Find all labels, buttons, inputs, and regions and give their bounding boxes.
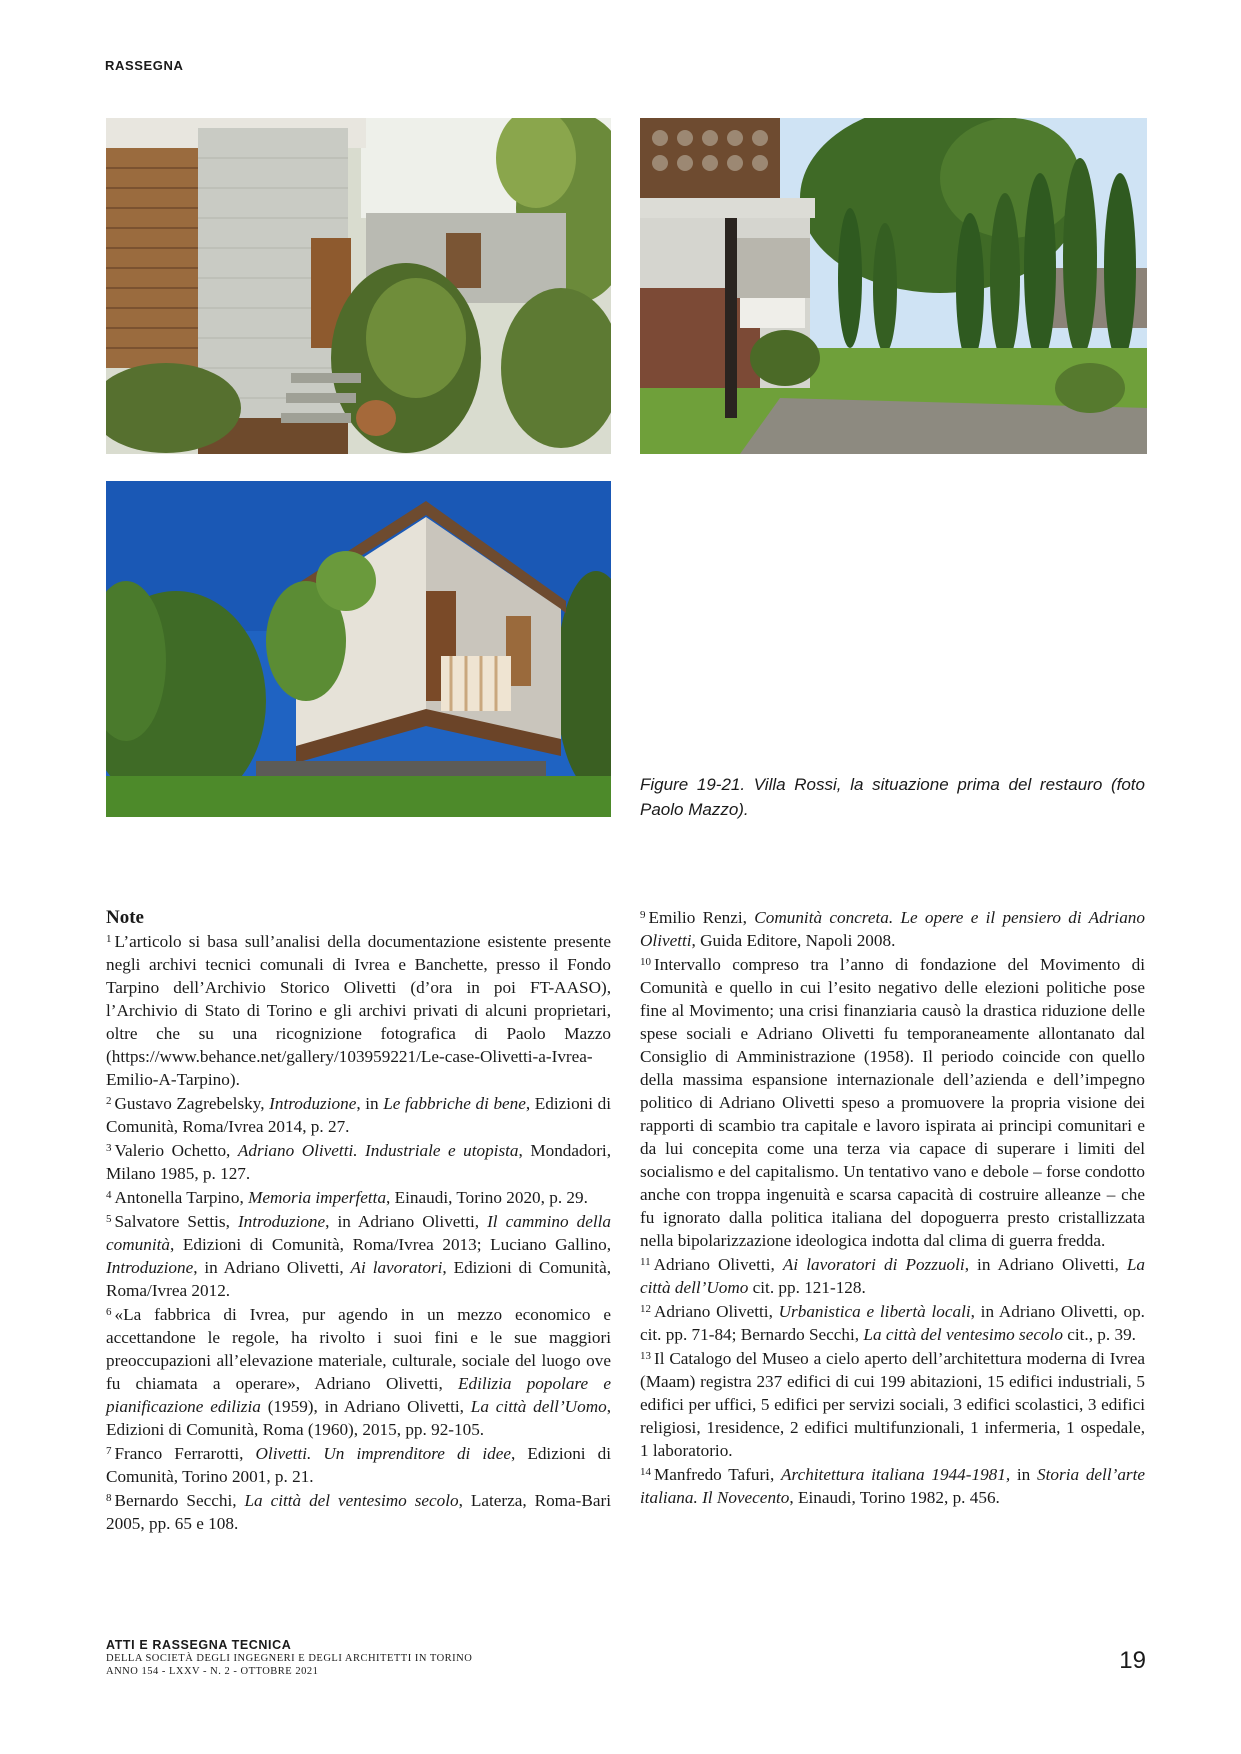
footnote-text: , Edizioni di Comunità, Roma/Ivrea 2014, p. 27. (106, 1094, 612, 1136)
footer-journal-title: ATTI E RASSEGNA TECNICA (106, 1638, 292, 1652)
footnote (106, 1489, 611, 1535)
footnote-text: Il Catalogo del Museo a cielo aperto dell’architettura moderna di Ivrea (Maam) registra 237 edifici di cui 199 abitazioni, 15 edifici industriali, 5 edifici per uffici, 5 edifici per servizi sociali, 3 edifici scolastici, 3 edifici religiosi, 1residence, 2 edifici multifunzionali, 1 infermeria, 1 ospedale, 1 laboratorio. (640, 1349, 1145, 1460)
footnote-number: 6 (106, 1306, 112, 1318)
footnote-text: , Einaudi, Torino 1982, p. 456. (789, 1488, 1000, 1507)
footnote-text: , Edizioni di Comunità, Roma/Ivrea 2013; Luciano Gallino, (169, 1235, 611, 1254)
footnote-text: , in Adriano Olivetti, (964, 1255, 1127, 1274)
footnote-text: in (1010, 1465, 1038, 1484)
footnote-text: , in Adriano Olivetti, op. cit. pp. 71-84; Bernardo Secchi, (640, 1302, 1145, 1344)
footnote-text: cit., p. 39. (1062, 1325, 1136, 1344)
footnote-text: «La fabbrica di Ivrea, pur agendo in un mezzo economico e accettandone le regole, ha rivolto i suoi fini e le sue maggiori preoccupazioni all’elevazione materiale, culturale, sociale del luogo ove fu chiamata a operare», Adriano Olivetti, (106, 1305, 611, 1393)
footnote-title-italic: Il cammino della comunità (106, 1212, 611, 1254)
footer-issue: ANNO 154 - LXXV - N. 2 - OTTOBRE 2021 (106, 1666, 319, 1677)
section-label: RASSEGNA (105, 58, 184, 73)
footnote-text: Intervallo compreso tra l’anno di fondazione del Movimento di Comunità e quello in cui l’esito negativo delle elezioni politiche pose fine al Movimento; una crisi finanziaria causò la drastica riduzione delle spese sociali e Adriano Olivetti fu temporaneamente allontanato dal Consiglio di Amministrazione (1958). Il periodo coincide con quello della massima espansione internazionale dell’azienda e dell’impegno politico di Adriano Olivetti speso a promuovere la propria visione dei rapporti di scambio tra capitale e lavoro ispirata ai principi comunitari e da lui concepita come una terza via capace di superare i limiti del socialismo e del capitalismo. Un tentativo vano e debole – forse condotto anche con troppa ingenuità e scarsa capacità di costruire alleanze – che fu ignorato dalla politica italiana del dopoguerra presto cristallizzata nella bipolarizzazione ideologica indotta dal clima di guerra fredda. (640, 955, 1145, 1250)
footnote (640, 1463, 1145, 1509)
footnote-number: 9 (640, 909, 646, 921)
footnote-number: 4 (106, 1189, 112, 1201)
photo-villa-volume-graphic (106, 481, 611, 817)
footnote-title-italic: Adriano Olivetti. Industriale e utopista (237, 1141, 519, 1160)
footnote-text: Adriano Olivetti, (653, 1255, 783, 1274)
footnote (106, 1303, 611, 1441)
footnote-title-italic: Olivetti. Un imprenditore di idee (255, 1444, 511, 1463)
footnote-title-italic: Architettura italiana 1944-1981, (781, 1465, 1011, 1484)
footnote-text: Manfredo Tafuri, (654, 1465, 782, 1484)
footnote-text: , Edizioni di Comunità, Roma (1960), 2015, pp. 92-105. (106, 1397, 611, 1439)
footnote (640, 1347, 1145, 1462)
footnote-title-italic: Comunità concreta. Le opere e il pensiero di Adriano Olivetti (640, 908, 1145, 950)
footnote-text: Adriano Olivetti, (654, 1302, 779, 1321)
footnote-text: cit. pp. 121-128. (748, 1278, 866, 1297)
footnote (640, 906, 1145, 952)
photo-villa-garden-graphic (640, 118, 1147, 454)
footnote-text: Gustavo Zagrebelsky, (114, 1094, 270, 1113)
footnote-text: , in Adriano Olivetti, (193, 1258, 351, 1277)
footnote-title-italic: La città dell’Uomo (640, 1255, 1145, 1297)
footnote (106, 1092, 611, 1138)
notes-list-right (640, 906, 1145, 1509)
footnote (640, 953, 1145, 1252)
footnote-text: Bernardo Secchi, (114, 1491, 245, 1510)
footnote-text: Franco Ferrarotti, (114, 1444, 256, 1463)
notes-list-left (106, 930, 611, 1535)
footnote-text: Valerio Ochetto, (114, 1141, 238, 1160)
footnote-number: 10 (640, 956, 651, 968)
photo-villa-entrance-graphic (106, 118, 611, 454)
footnote-number: 12 (640, 1303, 651, 1315)
footnote-number: 5 (106, 1213, 112, 1225)
footnote-number: 13 (640, 1350, 651, 1362)
footnote-number: 2 (106, 1095, 112, 1107)
footnote-text: , Guida Editore, Napoli 2008. (691, 931, 896, 950)
footnote (640, 1300, 1145, 1346)
footnote-title-italic: Le fabbriche di bene (383, 1094, 526, 1113)
footnote-number: 1 (106, 933, 112, 945)
photo-villa-garden (640, 118, 1147, 454)
page-number: 19 (1119, 1647, 1146, 1674)
footnote-title-italic: La città del ventesimo secolo (863, 1325, 1063, 1344)
photo-villa-volume (106, 481, 611, 817)
footnote (106, 930, 611, 1091)
footer-society: DELLA SOCIETÀ DEGLI INGEGNERI E DEGLI ARCHITETTI IN TORINO (106, 1653, 473, 1664)
footnote-number: 8 (106, 1492, 112, 1504)
footnote-text: (1959), in Adriano Olivetti, (260, 1397, 471, 1416)
footnote-text: , Laterza, Roma-Bari 2005, pp. 65 e 108. (106, 1491, 611, 1533)
notes-title: Note (106, 907, 144, 928)
footnote-title-italic: La città del ventesimo secolo (244, 1491, 459, 1510)
footnote-title-italic: Ai lavoratori (350, 1258, 443, 1277)
footnote (106, 1186, 611, 1209)
photo-villa-entrance (106, 118, 611, 454)
footnote-text: L’articolo si basa sull’analisi della documentazione esistente presente negli archivi tecnici comunali di Ivrea e Banchette, presso il Fondo Tarpino dell’Archivio Storico Olivetti (d’ora in poi FT-AASO), l’Archivio di Stato di Torino e gli archivi privati di alcuni proprietari, oltre che su una ricognizione fotografica di Paolo Mazzo (https://www.behance.net/gallery/103959221/Le-case-Olivetti-a-Ivrea-Emilio-A-Tarpino). (106, 932, 611, 1089)
footnote-text: , Edizioni di Comunità, Roma/Ivrea 2012. (106, 1258, 611, 1300)
footnote (106, 1442, 611, 1488)
notes-column-left (106, 906, 611, 1536)
footer (106, 1638, 472, 1678)
footnote-title-italic: Introduzione (237, 1212, 326, 1231)
footnote-text: , Edizioni di Comunità, Torino 2001, p. 21. (106, 1444, 611, 1486)
footnote-title-italic: Storia dell’arte italiana. Il Novecento (640, 1465, 1146, 1507)
footnote-number: 3 (106, 1142, 112, 1154)
footnote-text: , in Adriano Olivetti, (325, 1212, 488, 1231)
footnote-title-italic: Memoria imperfetta (248, 1188, 387, 1207)
footnote-title-italic: La città dell’Uomo (470, 1397, 607, 1416)
notes-column-right (640, 906, 1145, 1510)
footnote-number: 7 (106, 1445, 112, 1457)
footnote (106, 1139, 611, 1185)
footnote-text: Antonella Tarpino, (114, 1188, 249, 1207)
footnote-title-italic: Introduzione (269, 1094, 357, 1113)
footnote-text: , Mondadori, Milano 1985, p. 127. (106, 1141, 611, 1183)
footnote-text: , in (356, 1094, 384, 1113)
footnote-text: Emilio Renzi, (648, 908, 755, 927)
footnote-title-italic: Edilizia popolare e pianificazione edilizia (106, 1374, 611, 1416)
footnote (640, 1253, 1145, 1299)
footnote-title-italic: Ai lavoratori di Pozzuoli (782, 1255, 965, 1274)
footnote-title-italic: Introduzione (106, 1258, 194, 1277)
footnote-number: 14 (640, 1466, 651, 1478)
footnote (106, 1210, 611, 1302)
footnote-title-italic: Urbanistica e libertà locali (778, 1302, 971, 1321)
figure-caption: Figure 19-21. Villa Rossi, la situazione prima del restauro (foto Paolo Mazzo). (640, 775, 1145, 819)
footnote-number: 11 (640, 1256, 651, 1268)
footnote-text: , Einaudi, Torino 2020, p. 29. (386, 1188, 588, 1207)
footnote-text: Salvatore Settis, (114, 1212, 238, 1231)
